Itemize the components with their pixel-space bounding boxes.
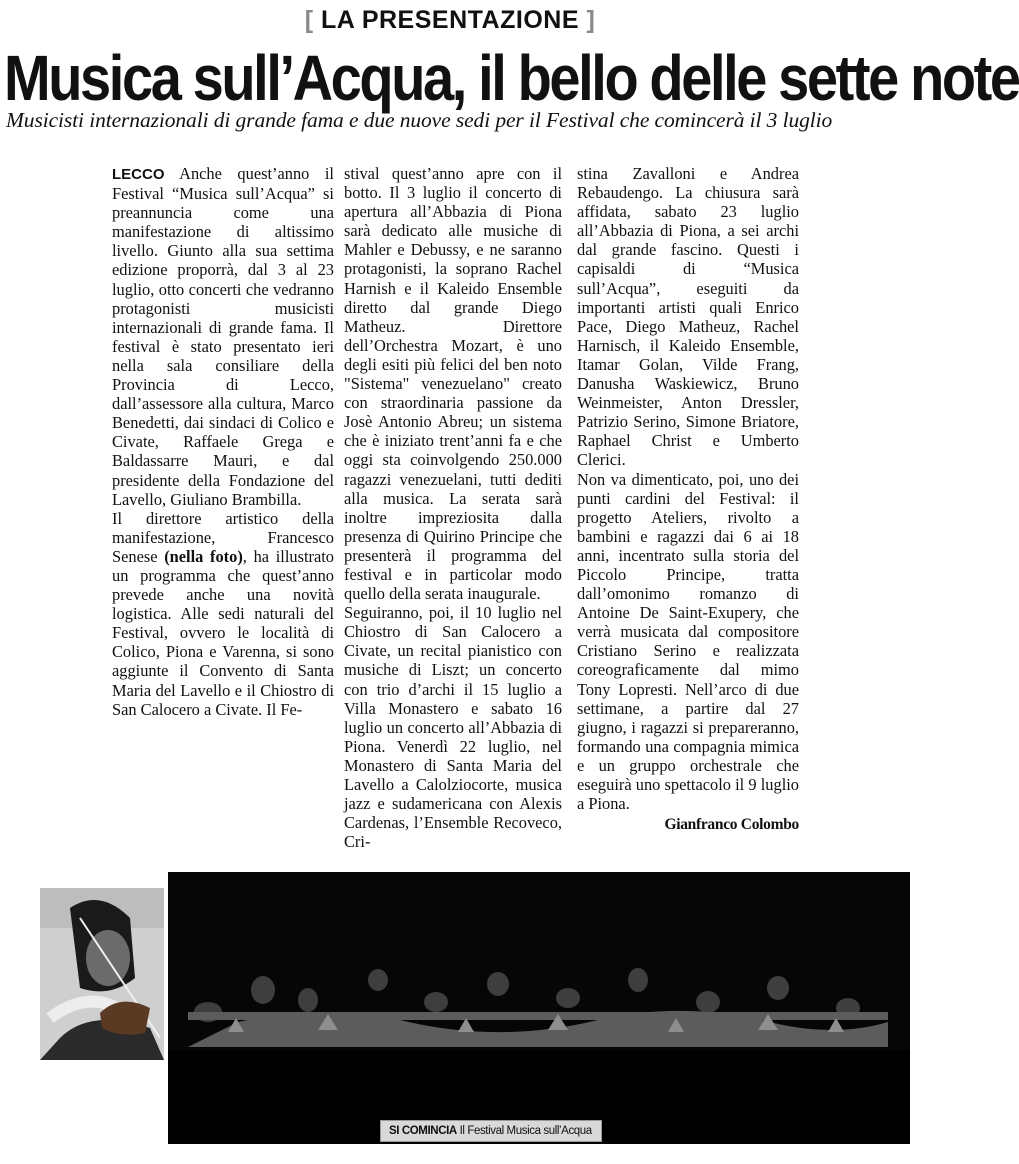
section-kicker xyxy=(300,6,600,36)
kicker-close-bracket: ] xyxy=(586,6,596,34)
paragraph-text: Il direttore artistico della manifestazione, Francesco Senese xyxy=(112,508,334,566)
article-column-2 xyxy=(344,164,562,851)
author-signature: Gianfranco Colombo xyxy=(664,816,799,834)
paragraph-text: , ha illustrato un programma che quest’anno prevede anche una novità logistica. Alle sedi naturali del Festival, ovvero le località di Colico, Piona e Varenna, si sono aggiunte il Convento di Santa Maria del Lavello e il Chiostro di San Calocero a Civate. Il Fe- xyxy=(112,546,334,719)
photo-reference: (nella foto) xyxy=(164,546,243,566)
article-paragraph: Non va dimenticato, poi, uno dei punti cardini del Festival: il progetto Ateliers, rivolto a bambini e ragazzi dai 6 ai 18 anni, incentrato sulla storia del Piccolo Principe, tratta dall’omonimo romanzo di Antoine De Saint-Exupery, che verrà musicata dal compositore Cristiano Serino e realizzata coreograficamente dal mimo Tony Lopresti. Nell’arco di due settimane, a partire dal 27 giugno, i ragazzi si prepareranno, formando una compagnia mimica e un gruppo orchestrale che eseguirà uno spettacolo il 9 luglio a Piona. xyxy=(577,469,799,814)
violinist-photo xyxy=(40,888,164,1060)
photo-caption xyxy=(380,1120,602,1142)
violinist-image xyxy=(40,888,164,1060)
article-paragraph: Seguiranno, poi, il 10 luglio nel Chiostro di San Calocero a Civate, un recital pianistico con musiche di Liszt; un concerto con trio d’archi il 15 luglio a Villa Monastero e sabato 16 luglio un concerto all’Abbazia di Piona. Venerdì 22 luglio, nel Monastero di Santa Maria del Lavello a Calolziocorte, musica jazz e sudamericana con Alexis Cardenas, l’Ensemble Recoveco, Cri- xyxy=(344,603,562,852)
article-paragraph xyxy=(112,509,334,719)
article-paragraph: stina Zavalloni e Andrea Rebaudengo. La chiusura sarà affidata, sabato 23 luglio all’Abbazia di Piona, a sei archi dal grande fascino. Questi i capisaldi di “Musica sull’Acqua”, eseguiti da importanti artisti quali Enrico Pace, Diego Matheuz, Rachel Harnisch, il Kaleido Ensemble, Itamar Golan, Vilde Frang, Danusha Waskiewicz, Bruno Weinmeister, Anton Dressler, Patrizio Serino, Simone Briatore, Raphael Christ e Umberto Clerici. xyxy=(577,164,799,470)
headline: Musica sull’Acqua, il bello delle sette note xyxy=(4,41,1019,114)
orchestra-image xyxy=(168,872,910,1144)
article-paragraph: stival quest’anno apre con il botto. Il 3 luglio il concerto di apertura all’Abbazia di Piona sarà dedicato alle musiche di Mahler e Debussy, e ne saranno protagonisti, la soprano Rachel Harnish e il Kaleido Ensemble diretto dal grande Diego Matheuz. Direttore dell’Orchestra Mozart, è uno degli esiti più felici del ben noto "Sistema" venezuelano" creato con straordinaria passione da Josè Antonio Abreu; un sistema che è iniziato trent’anni fa e che oggi sta coinvolgendo 250.000 ragazzi venezuelani, tutti dediti alla musica. La serata sarà inoltre impreziosita dalla presenza di Quirino Principe che presenterà il programma del festival e in particolar modo quello della serata inaugurale. xyxy=(344,164,562,604)
kicker-label: LA PRESENTAZIONE xyxy=(320,6,579,34)
article-column-1 xyxy=(112,164,334,719)
caption-lead: SI COMINCIA xyxy=(389,1125,457,1137)
dateline: LECCO xyxy=(112,166,165,183)
subheadline: Musicisti internazionali di grande fama e due nuove sedi per il Festival che comincerà il 3 luglio xyxy=(6,108,833,132)
orchestra-photo xyxy=(168,872,910,1144)
article-paragraph xyxy=(112,164,334,509)
article-column-3 xyxy=(577,164,799,834)
kicker-open-bracket: [ xyxy=(304,6,314,34)
paragraph-text: Anche quest’anno il Festival “Musica sull’Acqua” si preannuncia come una manifestazione di altissimo livello. Giunto alla sua settima edizione proporrà, dal 3 al 23 luglio, otto concerti che vedranno protagonisti musicisti internazionali di grande fama. Il festival è stato presentato ieri nella sala consiliare della Provincia di Lecco, dall’assessore alla cultura, Marco Benedetti, dai sindaci di Colico e Civate, Raffaele Grega e Baldassarre Mauri, e dal presidente della Fondazione del Lavello, Giuliano Brambilla. xyxy=(112,164,334,509)
caption-text: Il Festival Musica sull’Acqua xyxy=(456,1125,592,1137)
